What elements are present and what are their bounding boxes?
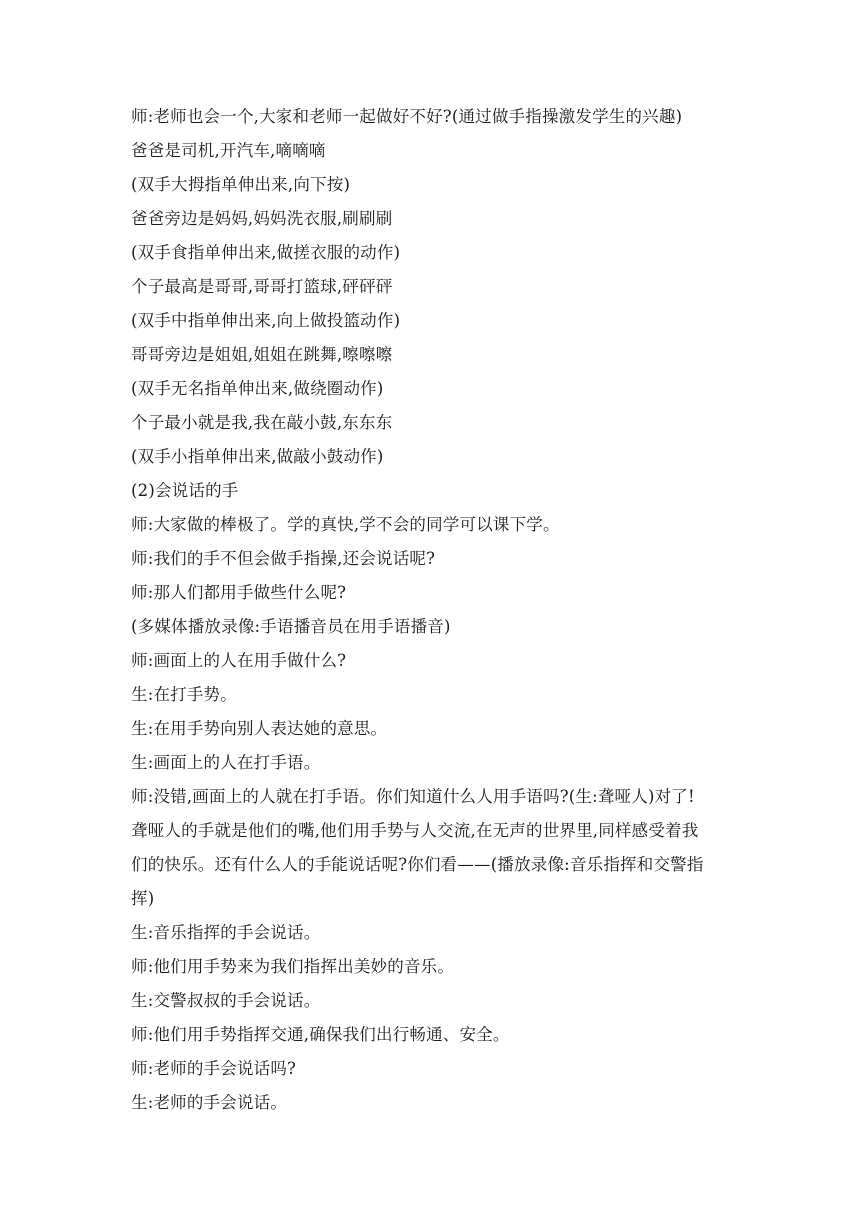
text-line: (双手中指单伸出来,向上做投篮动作) xyxy=(131,311,401,330)
text-line: 生:画面上的人在打手语。 xyxy=(131,753,321,772)
text-line: 哥哥旁边是姐姐,姐姐在跳舞,嚓嚓嚓 xyxy=(131,345,393,364)
paragraph-line: 聋哑人的手就是他们的嘴,他们用手势与人交流,在无声的世界里,同样感受着我 xyxy=(131,821,699,840)
section-heading: (2)会说话的手 xyxy=(131,481,239,500)
document-body xyxy=(131,100,736,1120)
text-line: 师:我们的手不但会做手指操,还会说话呢? xyxy=(131,549,436,568)
text-line: 个子最小就是我,我在敲小鼓,东东东 xyxy=(131,413,393,432)
text-line: (双手无名指单伸出来,做绕圈动作) xyxy=(131,379,384,398)
text-line: (双手小指单伸出来,做敲小鼓动作) xyxy=(131,447,384,466)
text-line: 生:老师的手会说话。 xyxy=(131,1093,288,1112)
text-line: 爸爸是司机,开汽车,嘀嘀嘀 xyxy=(131,141,326,160)
text-line: 师:他们用手势指挥交通,确保我们出行畅通、安全。 xyxy=(131,1025,510,1044)
text-line: 生:交警叔叔的手会说话。 xyxy=(131,991,321,1010)
paragraph-line: 师:没错,画面上的人就在打手语。你们知道什么人用手语吗?(生:聋哑人)对了! xyxy=(131,787,695,806)
text-line: 师:老师的手会说话吗? xyxy=(131,1059,297,1078)
text-line: (双手大拇指单伸出来,向下按) xyxy=(131,175,351,194)
text-line: 师:那人们都用手做些什么呢? xyxy=(131,583,347,602)
text-line: 个子最高是哥哥,哥哥打篮球,砰砰砰 xyxy=(131,277,393,296)
paragraph-line: 们的快乐。还有什么人的手能说话呢?你们看——(播放录像:音乐指挥和交警指 xyxy=(131,855,704,874)
text-line: 师:老师也会一个,大家和老师一起做好不好?(通过做手指操激发学生的兴趣) xyxy=(131,107,683,126)
text-line: 师:画面上的人在用手做什么? xyxy=(131,651,347,670)
text-line: 师:他们用手势来为我们指挥出美妙的音乐。 xyxy=(131,957,455,976)
text-line: 生:在打手势。 xyxy=(131,685,237,704)
text-line: 师:大家做的棒极了。学的真快,学不会的同学可以课下学。 xyxy=(131,515,560,534)
text-line: 生:音乐指挥的手会说话。 xyxy=(131,923,321,942)
text-line: (多媒体播放录像:手语播音员在用手语播音) xyxy=(131,617,451,636)
text-line: (双手食指单伸出来,做搓衣服的动作) xyxy=(131,243,401,262)
text-line: 生:在用手势向别人表达她的意思。 xyxy=(131,719,388,738)
paragraph-line: 挥) xyxy=(131,889,155,908)
text-line: 爸爸旁边是妈妈,妈妈洗衣服,刷刷刷 xyxy=(131,209,393,228)
